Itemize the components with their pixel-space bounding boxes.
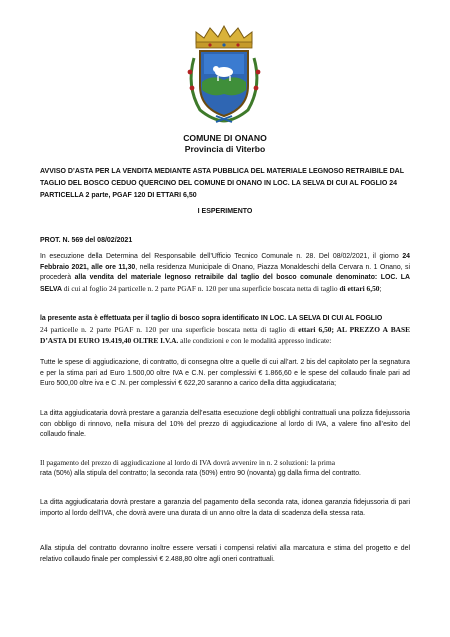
paragraph-spese <box>40 358 410 390</box>
p1-text-c: alla vendita del materiale legnoso retraibile dal taglio del bosco comunale denominato: LOC. LA SELVA <box>40 274 410 293</box>
p2-text-d: alle condizioni e con le modalità appresso indicate: <box>178 336 332 346</box>
protocol-number: PROT. N. 569 del 08/02/2021 <box>40 237 133 244</box>
shield-icon <box>200 51 248 116</box>
p1-text-d: di cui al foglio 24 particelle n. 2 parte PGAF n. 120 per una superficie boscata netta di taglio <box>61 283 340 293</box>
p1-area: di ettari 6,50 <box>339 283 380 293</box>
p3-text: Tutte le spese di aggiudicazione, di contratto, di consegna oltre a quelle di cui all’art. 2 bis del capitolato per la segnatura e per la stima pari ad Euro 1.500,00 oltre IVA e C.N. per complessivi € 1.866,60 e le spese del collaudo finale pari ad Euro 500,00 oltre iva e C .N. per complessivi € 622,20 saranno a carico della ditta aggiudicataria; <box>40 359 410 388</box>
p4-text: La ditta aggiudicataria dovrà prestare a garanzia dell’esatta esecuzione degli obblighi contrattuali una polizza fidejussoria con obbligo di rinnovo, nella misura del 10% del prezzo di aggiudicazione al lordo di IVA, a valere fino all’esito del collaudo finale. <box>40 410 410 439</box>
paragraph-garanzia <box>40 409 410 441</box>
p7-text: Alla stipula del contratto dovranno inoltre essere versati i compensi relativi alla marcatura e stima del progetto e del relativo collaudo finale per complessivi € 2.488,80 oltre agli oneri contrattuali. <box>40 545 410 563</box>
p2-text-b: 24 particelle n. 2 parte PGAF n. 120 per una superficie boscata netta di taglio di <box>40 324 299 334</box>
notice-title: AVVISO D’ASTA PER LA VENDITA MEDIANTE ASTA PUBBLICA DEL MATERIALE LEGNOSO RETRAIBILE DAL TAGLIO DEL BOSCO CEDUO QUERCINO DEL COMUNE DI ONANO IN LOC. LA SELVA DI CUI AL FOGLIO 24 PARTICELLA 2 parte, PGAF 120 DI ETTARI 6,50 <box>40 168 404 199</box>
province-name: Provincia di Viterbo <box>184 144 266 154</box>
coat-of-arms-emblem <box>180 24 268 126</box>
p6-text: La ditta aggiudicataria dovrà prestare a garanzia del pagamento della seconda rata, idonea garanzia fidejussoria di pari importo al lordo dell’IVA, che dovrà avere una durata di un anno oltre la data di scadenza della stessa rata. <box>40 499 410 517</box>
crown-icon <box>196 26 252 48</box>
esperimento-label: I ESPERIMENTO <box>197 208 253 215</box>
paragraph-seconda-rata <box>40 498 410 519</box>
p2-price: ettari 6,50; AL PREZZO A BASE D’ASTA DI EURO 19.419,40 OLTRE I.V.A. <box>40 324 411 346</box>
p1-text-f: ; <box>379 285 382 293</box>
p1-text-a: In esecuzione della Determina del Responsabile dell’Ufficio Tecnico Comunale n. 28. Del 08/02/2021, il giorno <box>40 253 403 260</box>
p2-text-a: la presente asta è effettuata per il taglio di bosco sopra identificato IN LOC. LA SELVA DI CUI AL FOGLIO <box>40 315 383 322</box>
auction-date: 24 Febbraio 2021, alle ore 11,30 <box>40 253 410 271</box>
municipality-name: COMUNE DI ONANO <box>183 133 267 143</box>
p1-text-b: , nella residenza Municipale di Onano, Piazza Monaldeschi della Cervara n. 1 Onano, si procederà <box>40 263 410 282</box>
paragraph-pagamento <box>40 458 410 479</box>
paragraph-determina <box>40 252 410 295</box>
p5-text-b: rata (50%) alla stipula del contratto; la seconda rata (50%) entro 90 (novanta) gg dalla firma del contratto. <box>40 469 361 477</box>
paragraph-compensi <box>40 544 410 565</box>
p5-text-a: Il pagamento del prezzo di aggiudicazione al lordo di IVA dovrà avvenire in n. 2 soluzioni: la prima <box>40 458 335 467</box>
paragraph-asta <box>40 314 410 348</box>
